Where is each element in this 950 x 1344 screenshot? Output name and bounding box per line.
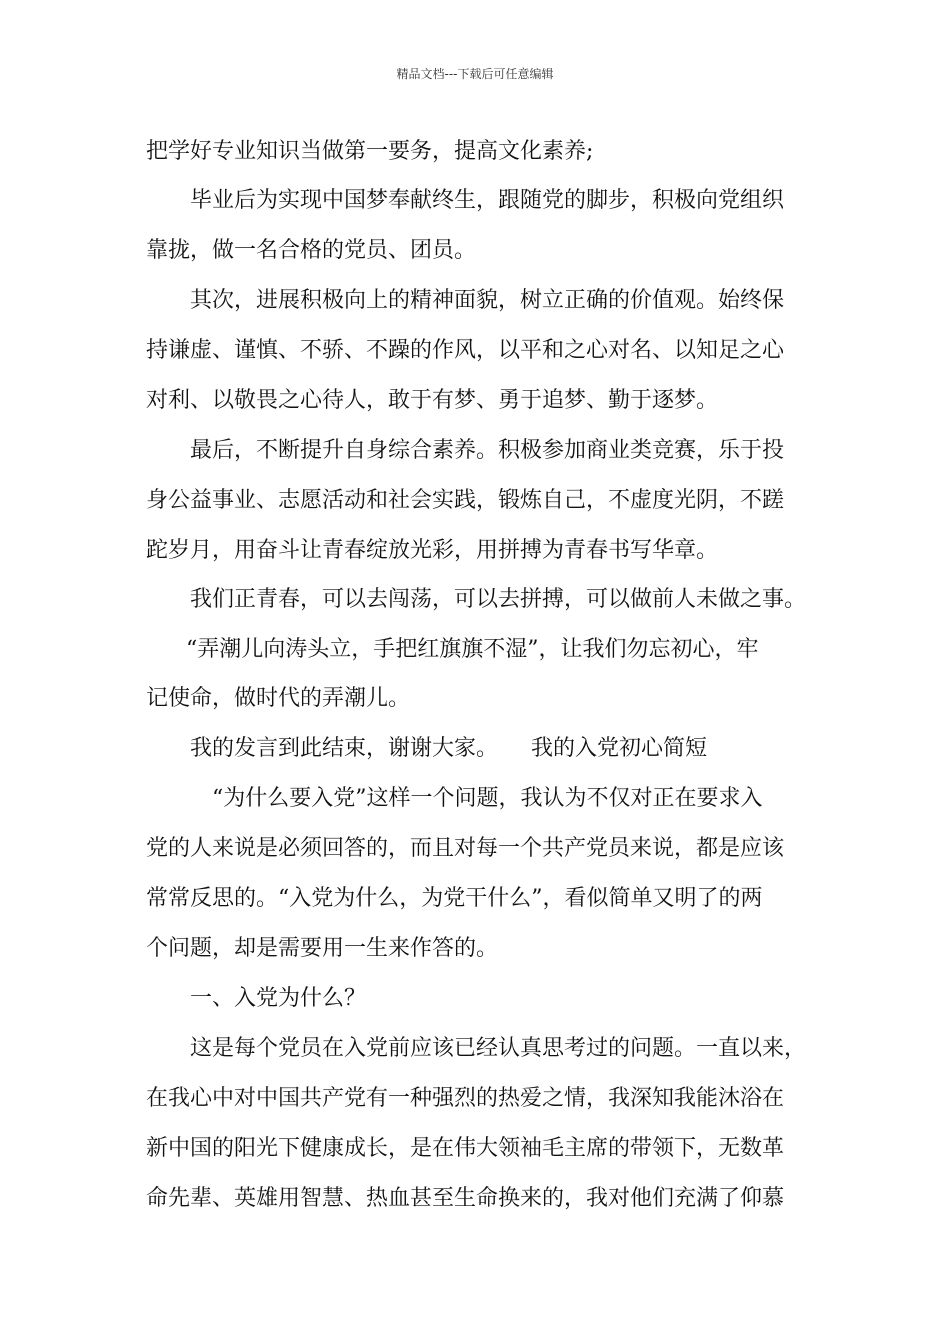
text-line: 我们正青春，可以去闯荡，可以去拼搏，可以做前人未做之事。	[190, 587, 807, 612]
page-header: 精品文档---下载后可任意编辑	[396, 67, 554, 81]
text-line: 对利、以敬畏之心待人，敢于有梦、勇于追梦、勤于逐梦。	[146, 388, 719, 413]
text-line: 记使命，做时代的弄潮儿。	[146, 686, 411, 711]
text-line: 这是每个党员在入党前应该已经认真思考过的问题。一直以来，	[190, 1036, 807, 1061]
text-line: 靠拢，做一名合格的党员、团员。	[146, 238, 477, 263]
text-line: 跎岁月，用奋斗让青春绽放光彩，用拼搏为青春书写华章。	[146, 538, 719, 563]
text-line: 党的人来说是必须回答的，而且对每一个共产党员来说，都是应该	[146, 836, 785, 861]
text-line: “为什么要入党”这样一个问题，我认为不仅对正在要求入	[190, 786, 763, 811]
text-line: 个问题，却是需要用一生来作答的。	[146, 936, 499, 961]
text-line: “弄潮儿向涛头立，手把红旗旗不湿”，让我们勿忘初心，牢	[186, 637, 759, 662]
text-line: 新中国的阳光下健康成长，是在伟大领袖毛主席的带领下，无数革	[146, 1136, 785, 1161]
text-line: 最后，不断提升自身综合素养。积极参加商业类竞赛，乐于投	[190, 438, 785, 463]
text-line: 命先辈、英雄用智慧、热血甚至生命换来的，我对他们充满了仰慕	[146, 1186, 785, 1211]
text-line: 持谦虚、谨慎、不骄、不躁的作风，以平和之心对名、以知足之心	[146, 338, 785, 363]
text-line: 毕业后为实现中国梦奉献终生，跟随党的脚步，积极向党组织	[190, 188, 785, 213]
section-heading: 一、入党为什么？	[190, 986, 367, 1011]
text-line: 常常反思的。“入党为什么，为党干什么”，看似简单又明了的两	[146, 886, 763, 911]
text-line: 在我心中对中国共产党有一种强烈的热爱之情，我深知我能沐浴在	[146, 1086, 785, 1111]
text-line: 其次，进展积极向上的精神面貌，树立正确的价值观。始终保	[190, 288, 785, 313]
text-line: 身公益事业、志愿活动和社会实践，锻炼自己，不虚度光阴，不蹉	[146, 488, 785, 513]
text-line: 我的发言到此结束，谢谢大家。 我的入党初心简短	[190, 736, 708, 761]
text-line: 把学好专业知识当做第一要务，提高文化素养;	[146, 139, 594, 164]
